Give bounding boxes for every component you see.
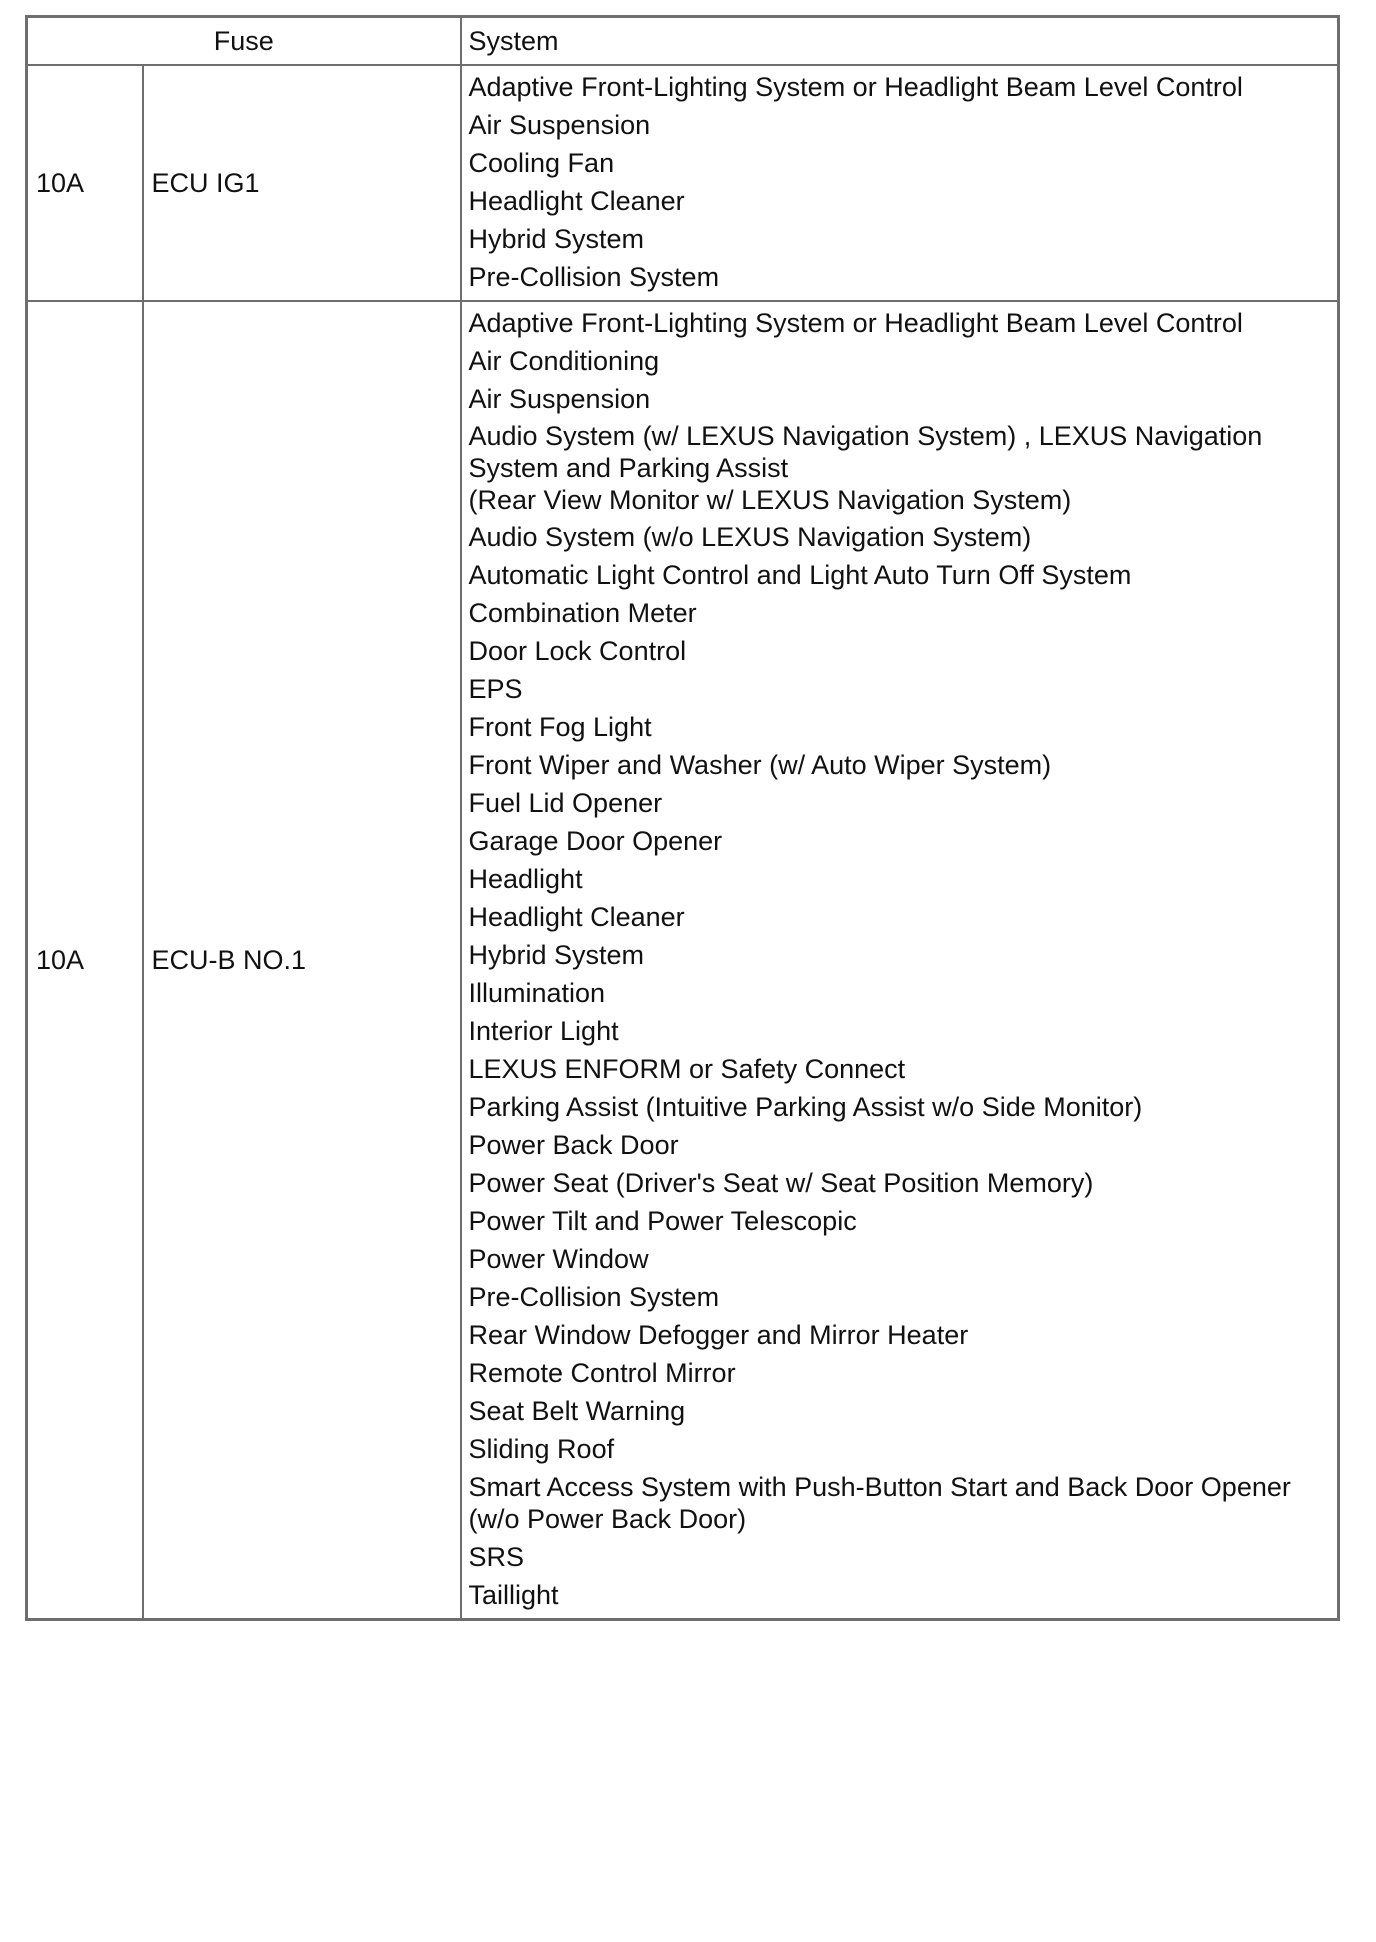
system-item: EPS [468, 674, 523, 704]
system-item: Headlight Cleaner [468, 902, 685, 932]
system-item: Parking Assist (Intuitive Parking Assist w/o Side Monitor) [468, 1092, 1143, 1122]
system-item: Sliding Roof [468, 1434, 615, 1464]
system-item: Power Seat (Driver's Seat w/ Seat Position Memory) [468, 1168, 1094, 1198]
fuse-name: ECU-B NO.1 [143, 301, 461, 1620]
table-row [27, 301, 1339, 1620]
system-item: Illumination [468, 978, 606, 1008]
system-item: Power Tilt and Power Telescopic [468, 1206, 857, 1236]
system-item: Remote Control Mirror [468, 1358, 736, 1388]
fuse-name: ECU IG1 [143, 65, 461, 301]
system-item: Hybrid System [468, 940, 645, 970]
system-list [461, 301, 1339, 1620]
system-list [461, 65, 1339, 301]
table-body [27, 65, 1339, 1620]
system-item: Headlight [468, 864, 583, 894]
header-system: System [461, 17, 1339, 66]
fuse-amperage: 10A [27, 65, 143, 301]
system-item: Air Suspension [468, 384, 651, 414]
table-row [27, 65, 1339, 301]
system-item: Adaptive Front-Lighting System or Headlight Beam Level Control [468, 308, 1243, 338]
system-item: Audio System (w/ LEXUS Navigation System) , LEXUS Navigation System and Parking Assist (Rear View Monitor w/ LEXUS Navigation System) [468, 421, 1263, 515]
system-item: Interior Light [468, 1016, 619, 1046]
system-item: Garage Door Opener [468, 826, 723, 856]
fuse-table [25, 15, 1340, 1621]
system-item: Taillight [468, 1580, 559, 1610]
system-item: Rear Window Defogger and Mirror Heater [468, 1320, 969, 1350]
system-item: Power Window [468, 1244, 649, 1274]
system-item: Automatic Light Control and Light Auto Turn Off System [468, 560, 1132, 590]
system-item: Door Lock Control [468, 636, 687, 666]
system-item: Adaptive Front-Lighting System or Headlight Beam Level Control [468, 72, 1243, 102]
system-item: Seat Belt Warning [468, 1396, 686, 1426]
header-fuse: Fuse [27, 17, 461, 66]
system-item: Hybrid System [468, 224, 645, 254]
system-item: Power Back Door [468, 1130, 679, 1160]
system-item: SRS [468, 1542, 525, 1572]
system-item: Headlight Cleaner [468, 186, 685, 216]
system-item: Cooling Fan [468, 148, 615, 178]
system-item: Pre-Collision System [468, 262, 720, 292]
system-item: Pre-Collision System [468, 1282, 720, 1312]
table-header-row [27, 17, 1339, 66]
system-item: Fuel Lid Opener [468, 788, 663, 818]
system-item: Front Wiper and Washer (w/ Auto Wiper System) [468, 750, 1052, 780]
system-item: Audio System (w/o LEXUS Navigation System) [468, 522, 1032, 552]
system-item: Air Conditioning [468, 346, 660, 376]
system-item: Smart Access System with Push-Button Start and Back Door Opener (w/o Power Back Door) [468, 1472, 1291, 1534]
system-item: Front Fog Light [468, 712, 652, 742]
system-item: LEXUS ENFORM or Safety Connect [468, 1054, 906, 1084]
system-item: Air Suspension [468, 110, 651, 140]
system-item: Combination Meter [468, 598, 697, 628]
fuse-amperage: 10A [27, 301, 143, 1620]
